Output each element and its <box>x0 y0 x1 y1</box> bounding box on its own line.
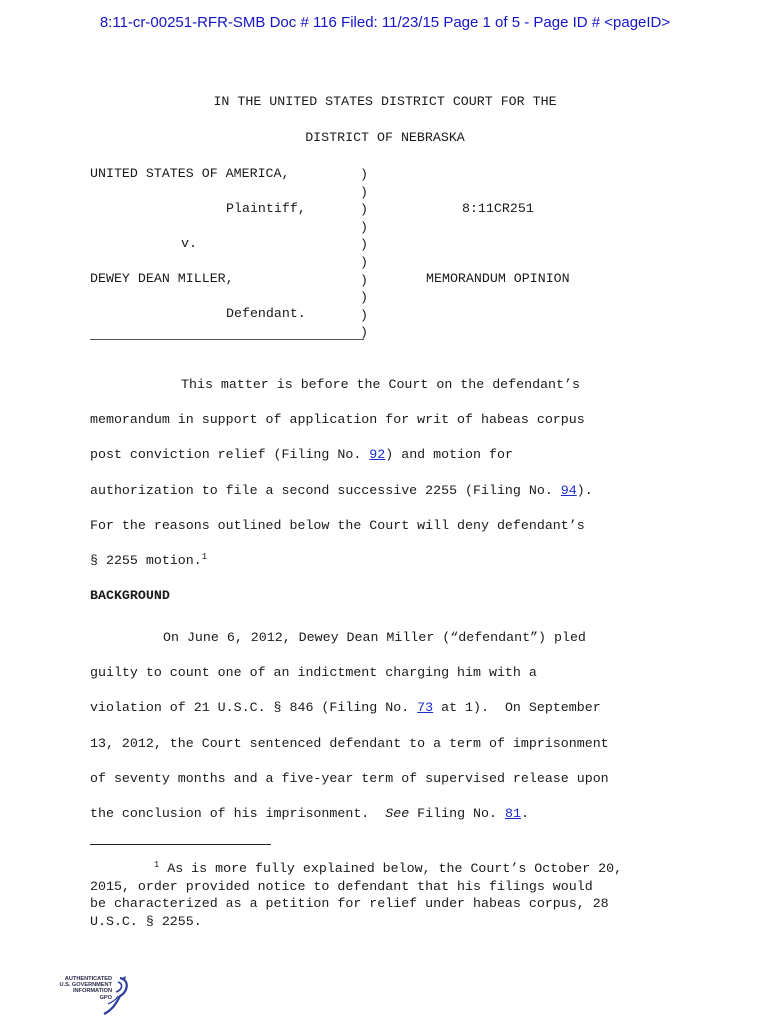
intro-line-5: For the reasons outlined below the Court will deny defendant’s <box>90 518 585 533</box>
intro-line-6: § 2255 motion.$^1$ <box>90 552 208 568</box>
intro-line-4: authorization to file a second successive 2255 (Filing No. 94). <box>90 483 593 498</box>
background-line-3: violation of 21 U.S.C. § 846 (Filing No. 73 at 1). On September <box>90 700 601 715</box>
caption-paren-column: ) ) ) ) ) ) ) ) ) ) <box>360 167 368 341</box>
footnote-rule <box>90 844 271 845</box>
gpo-authentication-seal: AUTHENTICATED U.S. GOVERNMENT INFORMATION GPO <box>42 974 132 1018</box>
background-line-5: of seventy months and a five-year term of supervised release upon <box>90 771 609 786</box>
background-heading: BACKGROUND <box>90 588 170 603</box>
ecf-header-stamp: 8:11-cr-00251-RFR-SMB Doc # 116 Filed: 11/23/15 Page 1 of 5 - Page ID # <pageID> <box>99 14 671 31</box>
intro-line-1: This matter is before the Court on the defendant’s <box>181 377 580 392</box>
background-line-6: the conclusion of his imprisonment. See Filing No. 81. <box>90 806 529 821</box>
footnote-mark: 1 <box>153 860 160 870</box>
background-line-4: 13, 2012, the Court sentenced defendant to a term of imprisonment <box>90 736 609 751</box>
intro-line-2: memorandum in support of application for writ of habeas corpus <box>90 412 585 427</box>
gpo-eagle-icon <box>42 974 132 1018</box>
filing-81-link[interactable]: 81 <box>504 806 521 821</box>
caption-underline <box>90 339 364 340</box>
document-type: MEMORANDUM OPINION <box>426 271 570 286</box>
footnote-1: $^1$ As is more fully explained below, the Court’s October 20, 2015, order provided notice to defendant that his filings would be characterized as a petition for relief under habeas corpus, 28 U.S.C. § 2255. <box>90 860 623 929</box>
court-title-line2: DISTRICT OF NEBRASKA <box>305 130 465 145</box>
background-line-1: On June 6, 2012, Dewey Dean Miller (“defendant”) pled <box>163 630 586 645</box>
plaintiff-role: Plaintiff, <box>226 201 306 216</box>
filing-94-link[interactable]: 94 <box>560 483 577 498</box>
court-title-line1: IN THE UNITED STATES DISTRICT COURT FOR THE <box>213 94 557 109</box>
filing-92-link[interactable]: 92 <box>369 447 386 462</box>
footnote-ref-1[interactable]: 1 <box>201 552 208 562</box>
case-number: 8:11CR251 <box>462 201 534 216</box>
intro-line-3: post conviction relief (Filing No. 92) and motion for <box>90 447 513 462</box>
filing-73-link[interactable]: 73 <box>417 700 434 715</box>
plaintiff-name: UNITED STATES OF AMERICA, <box>90 166 290 181</box>
defendant-role: Defendant. <box>226 306 306 321</box>
defendant-name: DEWEY DEAN MILLER, <box>90 271 234 286</box>
versus: v. <box>181 236 197 251</box>
background-line-2: guilty to count one of an indictment charging him with a <box>90 665 537 680</box>
